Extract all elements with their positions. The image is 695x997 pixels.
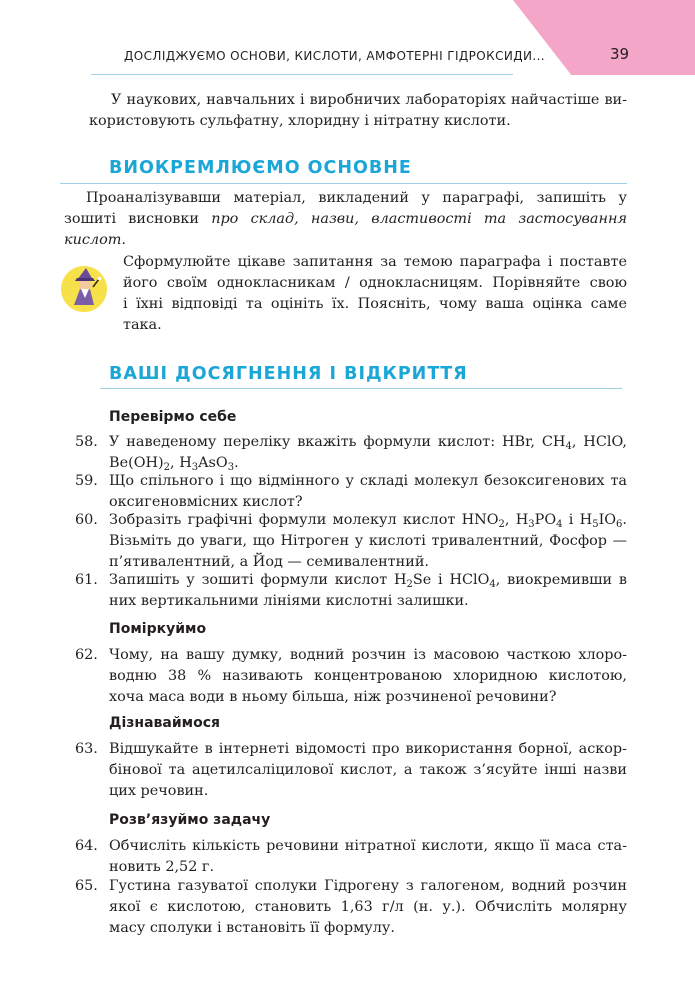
task-line: новить 2,52 г.: [109, 859, 215, 875]
summary-italic-text: про склад, назви, властивості та застосування кислот: [64, 211, 627, 248]
intro-line: користовують сульфатну, хлоридну і нітратну кислоти.: [89, 113, 511, 129]
question-line: Сформулюйте цікаве запитання за темою параграфа і поставте: [123, 254, 627, 270]
task-60: 60. Зобразіть графічні формули молекул кислот $HNO_2$, $H_3PO_4$ і $H_5IO_6$. Візьміть до уваги, що Нітроген у кислоті тривалентний, Фосфор — п’ятивалентний, а Йод — семивалентний.: [75, 510, 627, 573]
subheading-check: Перевірмо себе: [109, 409, 237, 425]
intro-paragraph: [89, 90, 627, 132]
task-line: оксигеновмісних кислот?: [109, 494, 303, 510]
task-59: [75, 471, 627, 513]
task-61: 61. Запишіть у зошиті формули кислот $H_2Se$ і HClO$_4$, виокремивши в них вертикальними лініями кислотні залишки.: [75, 570, 627, 612]
question-line: і їхні відповіді та оцініть їх. Поясніть, чому ваша оцінка саме: [123, 296, 627, 312]
header-divider: [91, 74, 513, 75]
task-line: масу сполуки і встановіть її формулу.: [109, 920, 395, 936]
task-65: [75, 876, 627, 939]
task-number: 65.: [75, 878, 98, 894]
intro-line: У наукових, навчальних і виробничих лабораторіях найчастіше ви-: [111, 92, 627, 108]
task-line: хоча маса води в ньому більша, ніж розчиненої речовини?: [109, 689, 557, 705]
task-63: [75, 739, 627, 802]
task-line: Чому, на вашу думку, водний розчин із масовою часткою хлоро-: [109, 647, 627, 663]
summary-end: .: [121, 232, 126, 248]
task-line: якої є кислотою, становить 1,63 г/л (н. у.). Обчисліть молярну: [109, 899, 627, 915]
task-number: 64.: [75, 838, 98, 854]
subheading-think: Поміркуймо: [109, 621, 207, 637]
question-paragraph: [123, 252, 627, 336]
page-corner-decoration: [513, 0, 695, 75]
task-number: 62.: [75, 647, 98, 663]
task-line: Відшукайте в інтернеті відомості про використання борної, аскор-: [109, 741, 627, 757]
summary-text: Проаналізувавши матеріал, викладений у параграфі, запишіть у зошиті висновки: [64, 190, 627, 227]
task-line: водню 38 % називають концентрованою хлоридною кислотою,: [109, 668, 627, 684]
task-line: Що спільного і що відмінного у складі молекул безоксигенових та: [109, 473, 627, 489]
section-title-achievements: ВАШІ ДОСЯГНЕННЯ І ВІДКРИТТЯ: [109, 364, 468, 384]
task-line: бінової та ацетилсаліцилової кислот, а також з’ясуйте інші назви: [109, 762, 627, 778]
task-58: 58. У наведеному переліку вкажіть формули кислот: HBr, $CH_4$, HClO, $Be(OH)_2$, $H_3AsO_3$.: [75, 434, 627, 473]
wizard-mascot-icon: [60, 265, 108, 313]
subheading-learn: Дізнаваймося: [109, 715, 220, 731]
task-number: 60.: [75, 512, 98, 528]
section-divider: [60, 183, 627, 184]
summary-paragraph: [64, 188, 627, 251]
task-line: п’ятивалентний, а Йод — семивалентний.: [109, 554, 429, 570]
task-line: Густина газуватої сполуки Гідрогену з галогеном, водний розчин: [109, 878, 627, 894]
task-62: [75, 645, 627, 708]
subheading-solve: Розв’язуймо задачу: [109, 812, 271, 828]
question-line: його своїм однокласникам / однокласницям. Порівняйте свою: [123, 275, 627, 291]
page-number: 39: [610, 45, 630, 63]
question-line: така.: [123, 317, 162, 333]
running-head: ДОСЛІДЖУЄМО ОСНОВИ, КИСЛОТИ, АМФОТЕРНІ ГІДРОКСИДИ...: [124, 49, 546, 63]
task-number: 59.: [75, 473, 98, 489]
task-line: Обчисліть кількість речовини нітратної кислоти, якщо її маса ста-: [109, 838, 627, 854]
task-line: цих речовин.: [109, 783, 209, 799]
task-line: них вертикальними лініями кислотні залишки.: [109, 593, 469, 609]
task-number: 58.: [75, 434, 98, 450]
section-divider: [100, 388, 622, 389]
task-number: 63.: [75, 741, 98, 757]
task-line: Візьміть до уваги, що Нітроген у кислоті тривалентний, Фосфор —: [109, 533, 627, 549]
task-number: 61.: [75, 572, 98, 588]
task-64: [75, 836, 627, 878]
section-title-summary: ВИОКРЕМЛЮЄМО ОСНОВНЕ: [109, 158, 412, 178]
